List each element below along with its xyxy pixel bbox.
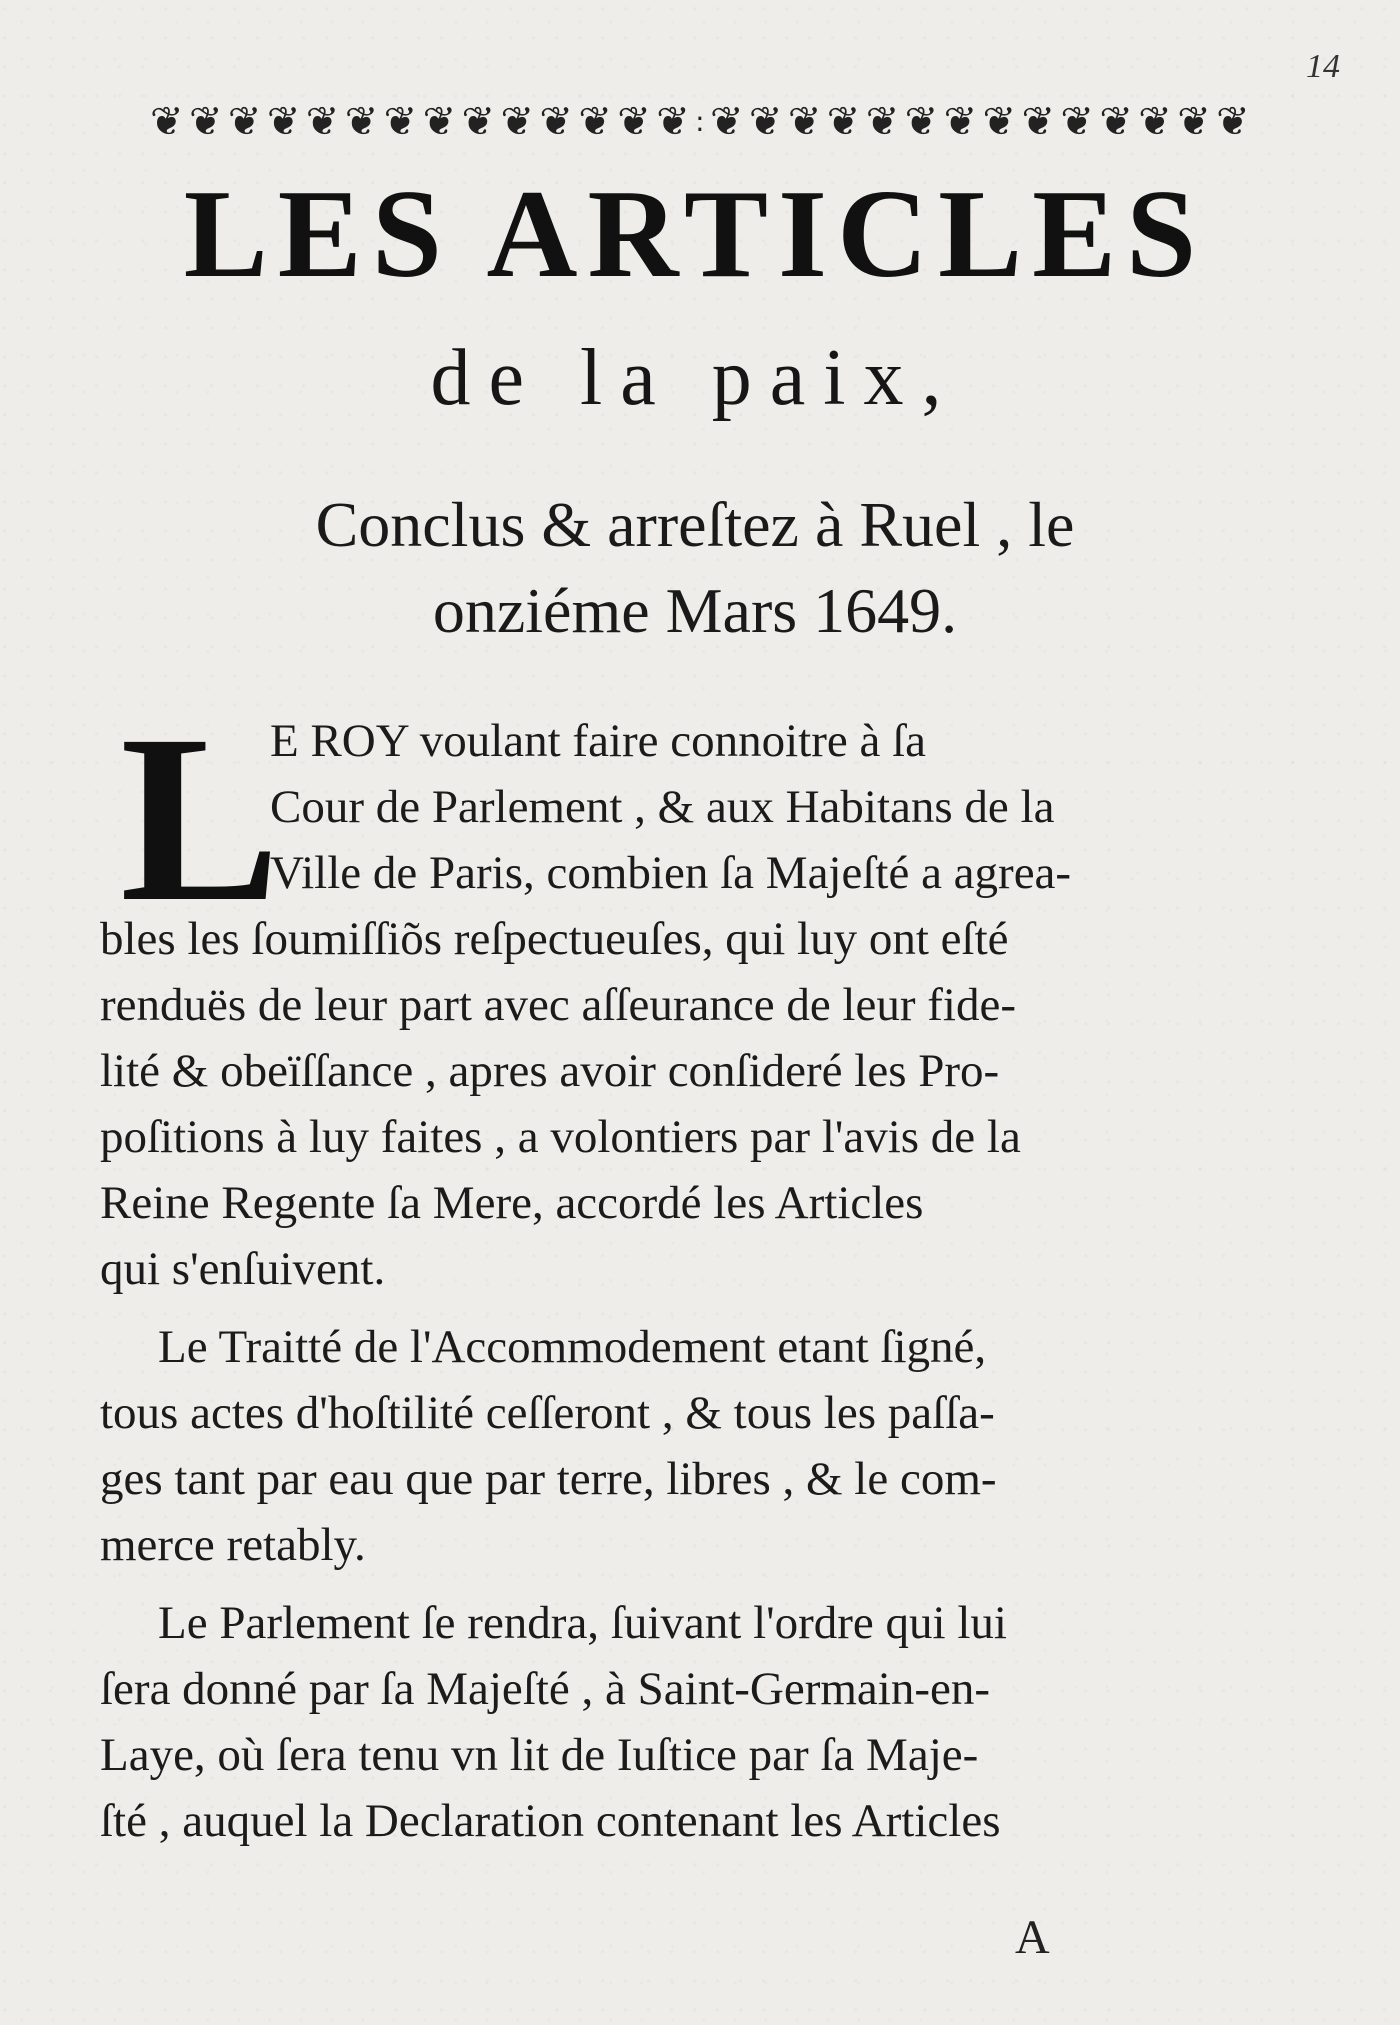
fleuron-icon: ❦ xyxy=(1177,99,1211,145)
fleuron-icon: ❦ xyxy=(904,99,939,145)
fleuron-icon: ❦ xyxy=(787,99,822,145)
fleuron-icon: ❦ xyxy=(617,99,651,145)
dateline-line: onziéme Mars 1649. xyxy=(432,575,958,646)
fleuron-icon: ❦ xyxy=(1021,99,1055,145)
fleuron-icon: ❦ xyxy=(578,99,612,145)
fleuron-icon: ❦ xyxy=(865,99,900,145)
fleuron-icon: ❦ xyxy=(422,99,457,145)
text-line: ſera donné par ſa Majeſté , à Saint-Germain-en- xyxy=(100,1663,990,1715)
text-line: Ville de Paris, combien ſa Majeſté a agrea- xyxy=(270,847,1072,899)
text-line: bles les ſoumiſſiõs reſpectueuſes, qui luy ont eſté xyxy=(100,913,1009,965)
text-line: merce retably. xyxy=(100,1519,366,1571)
fleuron-icon: ❦ xyxy=(539,99,573,145)
text-line: qui s'enſuivent. xyxy=(100,1243,386,1295)
fleuron-icon: ❦ xyxy=(982,99,1017,145)
fleuron-icon: ❦ xyxy=(943,99,978,145)
drop-cap: L xyxy=(120,685,281,951)
text-line: poſitions à luy faites , a volontiers par l'avis de la xyxy=(100,1111,1021,1163)
text-line: Laye, où ſera tenu vn lit de Iuſtice par ſa Maje- xyxy=(100,1729,979,1781)
fleuron-icon: ❦ xyxy=(1138,99,1172,145)
text-line: E ROY voulant faire connoitre à ſa xyxy=(270,715,927,767)
fleuron-icon: ❦ xyxy=(188,99,223,145)
text-line: tous actes d'hoſtilité ceſſeront , & tous les paſſa- xyxy=(100,1387,995,1439)
fleuron-ornament-band xyxy=(150,92,1250,152)
fleuron-icon: ❦ xyxy=(1099,99,1133,145)
fleuron-icon: ❦ xyxy=(748,99,783,145)
text-line: lité & obeïſſance , apres avoir conſideré les Pro- xyxy=(100,1045,1000,1097)
fleuron-icon: ❦ xyxy=(305,99,340,145)
text-line: Le Traitté de l'Accommodement etant ſigné, xyxy=(158,1321,987,1373)
paragraph-3 xyxy=(100,1590,1230,1854)
fleuron-icon: ❦ xyxy=(500,99,534,145)
fleuron-icon: ❦ xyxy=(344,99,379,145)
ornament-separator: : xyxy=(695,105,705,138)
text-line: ſté , auquel la Declaration contenant les Articles xyxy=(100,1795,1001,1847)
document-title: LES ARTICLES xyxy=(183,165,1207,304)
text-line: Reine Regente ſa Mere, accordé les Articles xyxy=(100,1177,924,1229)
fleuron-icon: ❦ xyxy=(709,99,744,145)
text-line: Le Parlement ſe rendra, ſuivant l'ordre qui lui xyxy=(158,1597,1007,1649)
fleuron-icon: ❦ xyxy=(383,99,418,145)
dateline xyxy=(140,482,1250,654)
fleuron-icon: ❦ xyxy=(150,99,184,145)
paragraph-2 xyxy=(100,1314,1230,1578)
dateline-line: Conclus & arreſtez à Ruel , le xyxy=(315,489,1075,560)
fleuron-icon: ❦ xyxy=(656,99,690,145)
page-number: 14 xyxy=(1306,48,1340,85)
fleuron-icon: ❦ xyxy=(1216,99,1250,145)
fleuron-icon: ❦ xyxy=(227,99,262,145)
body-text xyxy=(100,685,1230,1866)
fleuron-icon: ❦ xyxy=(1060,99,1094,145)
paragraph-1 xyxy=(100,685,1230,1302)
text-line: ges tant par eau que par terre, libres , & le com- xyxy=(100,1453,997,1505)
signature-mark: A xyxy=(1015,1911,1050,1964)
text-line: renduës de leur part avec aſſeurance de leur fide- xyxy=(100,979,1016,1031)
fleuron-icon: ❦ xyxy=(461,99,496,145)
text-line: Cour de Parlement , & aux Habitans de la xyxy=(270,781,1055,833)
document-subtitle: de la paix, xyxy=(430,334,960,422)
fleuron-icon: ❦ xyxy=(266,99,301,145)
fleuron-icon: ❦ xyxy=(826,99,861,145)
